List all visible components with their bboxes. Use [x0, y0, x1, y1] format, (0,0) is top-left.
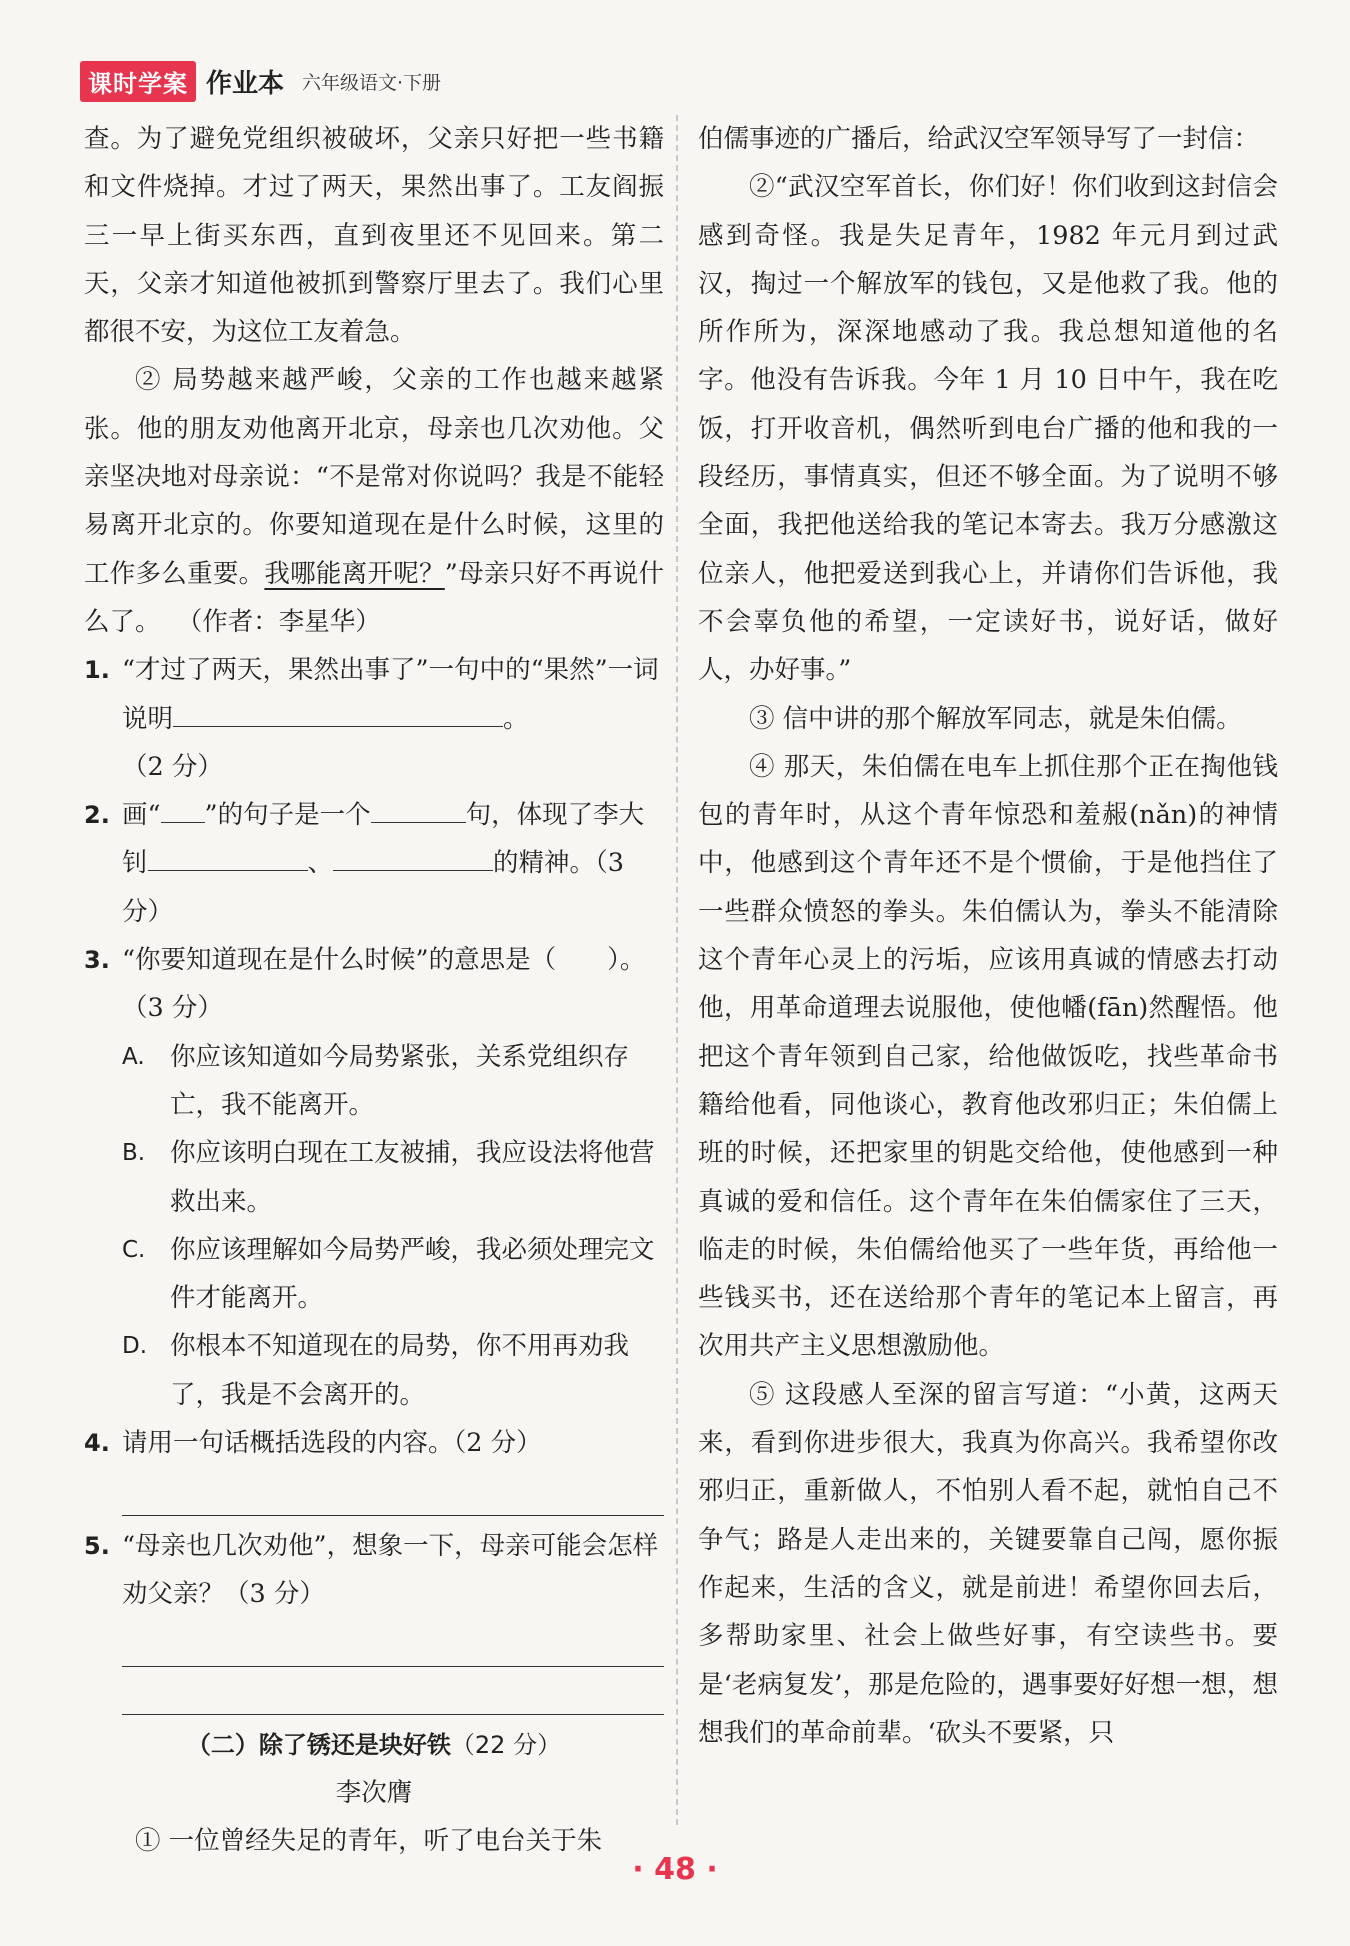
book-title: 作业本 — [206, 68, 285, 99]
answer-blank[interactable] — [148, 840, 308, 871]
passage-paragraph: 查。为了避免党组织被破坏，父亲只好把一些书籍和文件烧掉。才过了两天，果然出事了。工友阎振三一早上街买东西，直到夜里还不见回来。第二天，父亲才知道他被抓到警察厅里去了。我们心里都很不安，为这位工友着急。 — [84, 124, 664, 348]
answer-blank[interactable] — [371, 792, 466, 823]
column-divider — [676, 115, 678, 1825]
option-a[interactable] — [84, 1033, 664, 1130]
option-b[interactable] — [84, 1129, 664, 1226]
question-number: 4. — [84, 1429, 110, 1458]
passage-paragraph: ① 一位曾经失足的青年，听了电台关于朱 — [135, 1826, 603, 1857]
question-2 — [84, 791, 664, 936]
section-author: 李次膺 — [335, 1778, 413, 1809]
passage-paragraph: ③ 信中讲的那个解放军同志，就是朱伯儒。 — [749, 703, 1242, 734]
question-text: 句，体现了李大钊 — [122, 800, 645, 879]
left-column — [84, 115, 664, 1866]
passage-paragraph: ⑤ 这段感人至深的留言写道：“小黄，这两天来，看到你进步很大，我真为你高兴。我希望你改邪归正，重新做人，不怕别人看不起，就怕自己不争气；路是人走出来的，关键要靠自己闯，愿你振作起来，生活的含义，就是前进！希望你回去后，多帮助家里、社会上做些好事，有空读些书。要是‘老病复发’，那是危险的，遇事要好好想一想，想想我们的革命前辈。‘砍头不要紧，只 — [698, 1379, 1278, 1748]
option-d[interactable] — [84, 1322, 664, 1419]
option-label: D. — [122, 1333, 148, 1360]
section-title-text: （二）除了锈还是块好铁 — [186, 1730, 451, 1759]
question-text: ”的句子是一个 — [204, 800, 371, 831]
passage-paragraph — [84, 356, 664, 646]
question-number: 2. — [84, 801, 110, 830]
passage-paragraph: ②“武汉空军首长，你们好！你们收到这封信会感到奇怪。我是失足青年，1982 年元月到过武汉，掏过一个解放军的钱包，又是他救了我。他的所作所为，深深地感动了我。我总想知道他的名字。他没有告诉我。今年 1 月 10 日中午，我在吃饭，打开收音机，偶然听到电台广播的他和我的一段经历，事情真实，但还不够全面。为了说明不够全面，我把他送给我的笔记本寄去。我万分感激这位亲人，他把爱送到我心上，并请你们告诉他，我不会辜负他的希望，一定读好书，说好话，做好人，办好事。” — [698, 172, 1278, 686]
page-header — [80, 60, 441, 102]
underline-symbol — [161, 792, 205, 823]
punctuation: 、 — [307, 848, 334, 879]
question-text: “才过了两天，果然出事了”一句中的“果然”一词说明 — [122, 655, 659, 734]
question-text: “母亲也几次劝他”，想象一下，母亲可能会怎样劝父亲？（3 分） — [122, 1530, 659, 1609]
option-text: 你应该理解如今局势严峻，我必须处理完文件才能离开。 — [170, 1234, 655, 1314]
question-number: 5. — [84, 1531, 110, 1560]
answer-blank[interactable] — [173, 696, 503, 727]
underlined-sentence: 我哪能离开呢？ — [264, 558, 445, 589]
punctuation: 。 — [503, 703, 529, 734]
question-text: 的精神。（3 分） — [122, 848, 625, 927]
option-text: 你应该明白现在工友被捕，我应设法将他营救出来。 — [170, 1138, 655, 1217]
question-number: 1. — [84, 656, 110, 685]
section-score: （22 分） — [450, 1730, 562, 1759]
author-credit: （作者：李星华） — [176, 606, 381, 637]
option-label: B. — [122, 1140, 146, 1167]
question-3 — [84, 936, 664, 1033]
question-text: 请用一句话概括选段的内容。（2 分） — [122, 1428, 542, 1459]
question-text: “你要知道现在是什么时候”的意思是（ ）。（3 分） — [122, 945, 646, 1024]
paragraph-text: ”母亲只好不再说什么了。 — [84, 558, 664, 637]
passage-paragraph: 伯儒事迹的广播后，给武汉空军领导写了一封信： — [698, 124, 1260, 154]
question-1 — [84, 646, 664, 791]
passage-paragraph: ④ 那天，朱伯儒在电车上抓住那个正在掏他钱包的青年时，从这个青年惊恐和羞赧(nǎn)的神情中，他感到这个青年还不是个惯偷，于是他挡住了一些群众愤怒的拳头。朱伯儒认为，拳头不能清除这个青年心灵上的污垢，应该用真诚的情感去打动他，用革命道理去说服他，使他幡(fān)然醒悟。他把这个青年领到自己家，给他做饭吃，找些革命书籍给他看，同他谈心，教育他改邪归正；朱伯儒上班的时候，还把家里的钥匙交给他，使他感到一种真诚的爱和信任。这个青年在朱伯儒家住了三天，临走的时候，朱伯儒给他买了一些年货，再给他一些钱买书，还在送给那个青年的笔记本上留言，再次用共产主义思想激励他。 — [698, 751, 1278, 1362]
answer-line[interactable] — [122, 1467, 664, 1515]
question-text: 画“ — [122, 800, 161, 831]
subject-label: 六年级语文·下册 — [302, 71, 442, 94]
option-c[interactable] — [84, 1226, 664, 1323]
question-score: （2 分） — [122, 751, 223, 782]
question-4 — [84, 1419, 664, 1467]
option-label: C. — [122, 1236, 146, 1263]
option-text: 你应该知道如今局势紧张，关系党组织存亡，我不能离开。 — [170, 1041, 630, 1120]
page-number: · 48 · — [632, 1852, 718, 1887]
section-title — [84, 1721, 664, 1769]
answer-line[interactable] — [122, 1667, 664, 1715]
question-5 — [84, 1522, 664, 1619]
option-text: 你根本不知道现在的局势，你不用再劝我了，我是不会离开的。 — [170, 1331, 630, 1410]
answer-line[interactable] — [122, 1618, 664, 1666]
answer-blank[interactable] — [333, 840, 493, 871]
right-column — [698, 115, 1278, 1757]
option-label: A. — [122, 1043, 145, 1070]
question-number: 3. — [84, 946, 110, 975]
paragraph-text: ② 局势越来越严峻，父亲的工作也越来越紧张。他的朋友劝他离开北京，母亲也几次劝他。父亲坚决地对母亲说：“不是常对你说吗？我是不能轻易离开北京的。你要知道现在是什么时候，这里的工作多么重要。 — [84, 365, 664, 589]
brand-logo: 课时学案 — [80, 61, 196, 102]
